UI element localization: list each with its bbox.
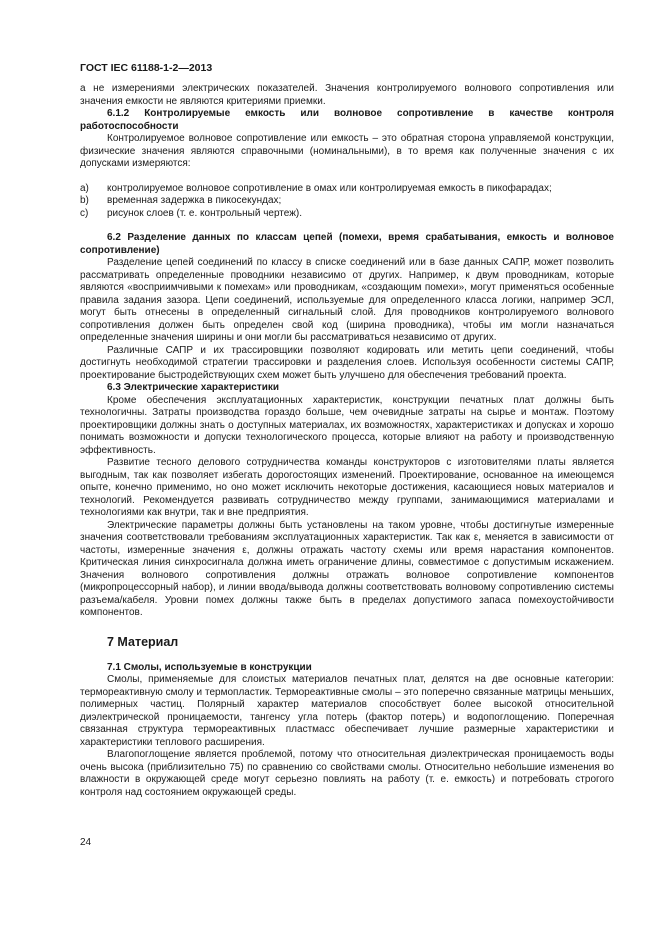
chapter-heading: 7 Материал	[107, 634, 179, 649]
paragraph: Смолы, применяемые для слоистых материалов печатных плат, делятся на две основные категории: термореактивную смолу и термопластик. Термореактивные смолы – это поперечно связанные матрицы меньших, полимерных частиц. Полярный характер материалов способствует более высокой относительной диэлектрической проницаемости, тангенсу угла потерь (фактор потерь) и водопоглощению. Поперечная связанная структура термореактивных пластмасс обеспечивает лучшие размерные характеристики и характеристики теплового расширения.	[80, 674, 614, 748]
section-heading: 6.2 Разделение данных по классам цепей (помехи, время срабатывания, емкость и волновое сопротивление)	[80, 232, 614, 256]
paragraph: Кроме обеспечения эксплуатационных характеристик, конструкции печатных плат должны быть технологичны. Затраты производства гораздо больше, чем очевидные затраты на сырье и монтаж. Поэтому проектировщики должны знать о доступных материалах, их возможностях, характеристиках и допусках и хорошо понимать возможности и допуски технологического процесса, которые влияют на работу и производственную эффективность.	[80, 394, 614, 456]
list-marker: с)	[80, 207, 89, 219]
paragraph: а не измерениями электрических показателей. Значения контролируемого волнового сопротивления или значения емкости не являются критериями приемки.	[80, 83, 614, 107]
list-marker: b)	[80, 195, 89, 206]
list-item	[80, 183, 614, 196]
list-item-text: рисунок слоев (т. е. контрольный чертеж).	[107, 207, 303, 219]
list-item	[80, 208, 614, 221]
spacer	[80, 171, 614, 183]
document-header: ГОСТ IEC 61188-1-2—2013	[80, 62, 213, 74]
section-heading: 6.1.2 Контролируемые емкость или волновое сопротивление в качестве контроля работоспособности	[80, 108, 614, 132]
document-body	[80, 83, 614, 799]
list-marker: а)	[80, 182, 89, 194]
spacer	[80, 220, 614, 232]
list-item-text: контролируемое волновое сопротивление в омах или контролируемая емкость в пикофарадах;	[107, 182, 552, 194]
paragraph: Влагопоглощение является проблемой, потому что относительная диэлектрическая проницаемость воды очень высока (приблизительно 75) по сравнению со свойствами смолы. Относительно небольшие изменения во влажности в окружающей среде могут серьезно повлиять на работу (т. е. емкость) и потребовать строгого контроля над состоянием окружающей среды.	[80, 749, 614, 798]
list-item	[80, 195, 614, 208]
section-heading: 6.3 Электрические характеристики	[107, 382, 280, 393]
paragraph: Различные САПР и их трассировщики позволяют кодировать или метить цепи соединений, чтобы достигнуть необходимой стратегии трассировки и разделения слоев. Используя особенности системы САПР, проектирование быстродействующих схем может быть улучшено для обеспечения требований проекта.	[80, 344, 614, 381]
paragraph: Электрические параметры должны быть установлены на таком уровне, чтобы достигнутые измеренные значения соответствовали требованиям эксплуатационных характеристик. Так как ε, меняется в зависимости от частоты, измеренные значения ε, должны отражать частоту схемы или время нарастания компонентов. Критическая линия синхросигнала должна иметь ограничение длины, совместимое с допустимым искажением. Значения волнового сопротивления должны отражать волновое сопротивление компонентов (микропроцессорный набор), и линии ввода/вывода должны соответствовать волновому сопротивлению системы разъема/кабеля. Уровни помех должны также быть в пределах допустимого запаса помехоустойчивости компонентов.	[80, 519, 614, 618]
page-number: 24	[80, 837, 92, 848]
section-heading: 7.1 Смолы, используемые в конструкции	[107, 661, 312, 673]
list-item-text: временная задержка в пикосекундах;	[107, 195, 282, 206]
paragraph: Контролируемое волновое сопротивление или емкость – это обратная сторона управляемой конструкции, физические значения являются справочными (номинальными), в то время как полученные значения с их допусками измеряются:	[80, 133, 614, 169]
paragraph: Развитие тесного делового сотрудничества команды конструкторов с изготовителями платы является выгодным, так как позволяет избегать дорогостоящих изменений. Проектирование, основанное на имеющемся опыте, конечно применимо, но оно может исключить некоторые достижения, касающиеся новых материалов и технологий. Рекомендуется развивать сотрудничество между группами, занимающимися материалами и технологиями как внутри, так и вне предприятия.	[80, 457, 614, 518]
paragraph: Разделение цепей соединений по классу в списке соединений или в базе данных САПР, может позволить рассматривать определенные проводники независимо от других. Например, к двум проводникам, которые являются «восприимчивыми к помехам» или проводникам, «создающим помехи», могут применяться особенные правила задания зазора. Цепи соединений, используемые для определенного класса логики, например ЭСЛ, могут быть отнесены в определенный сигнальный слой. Для проводников контролируемого волнового сопротивления должен быть определен свой код (ширина проводника), чтобы им могли назначаться определенные значения ширины и они могли бы рассматриваться независимо от других.	[80, 257, 614, 343]
